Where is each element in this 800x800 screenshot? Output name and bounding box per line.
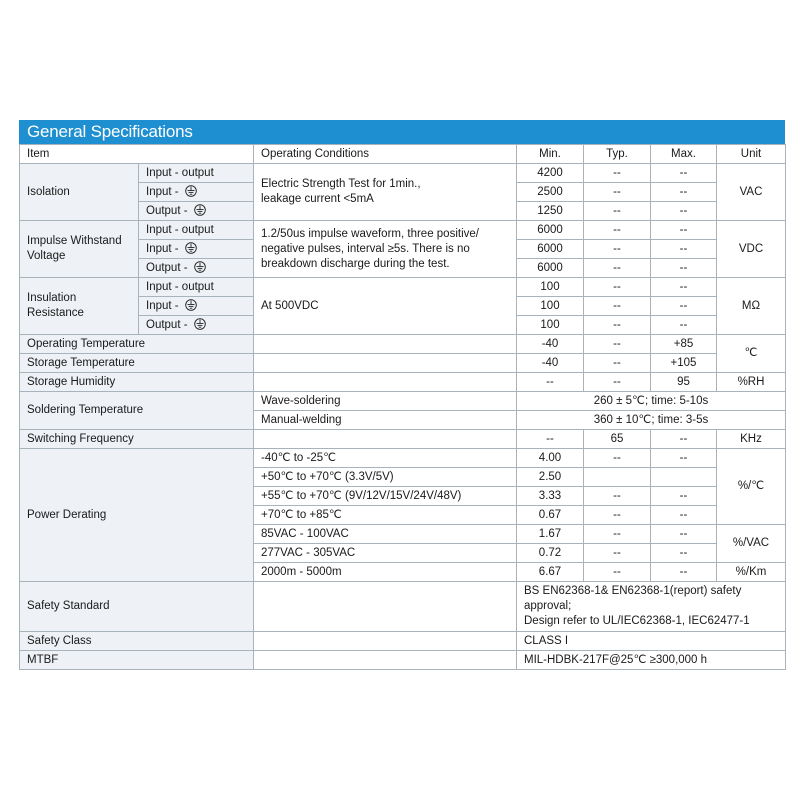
typ-value: -- [584, 316, 651, 335]
typ-value: -- [584, 240, 651, 259]
unit-value: MΩ [717, 278, 786, 335]
table-row [20, 335, 786, 354]
typ-value: -- [584, 506, 651, 525]
min-value: -40 [517, 354, 584, 373]
soldering-temperature-label: Soldering Temperature [20, 392, 254, 430]
typ-value: -- [584, 354, 651, 373]
unit-value: ℃ [717, 335, 786, 373]
unit-value: %/℃ [717, 449, 786, 525]
derating-condition: +50℃ to +70℃ (3.3V/5V) [254, 468, 517, 487]
table-row [20, 449, 786, 468]
max-value: -- [651, 240, 717, 259]
table-row [20, 221, 786, 240]
max-value: -- [651, 487, 717, 506]
min-value: 1250 [517, 202, 584, 221]
sub-item: Input - output [139, 164, 254, 183]
unit-value: VDC [717, 221, 786, 278]
min-value: 0.72 [517, 544, 584, 563]
header-max: Max. [651, 145, 717, 164]
typ-value [584, 468, 651, 487]
impulse-conditions: 1.2/50us impulse waveform, three positive/ negative pulses, interval ≥5s. There is no breakdown discharge during the test. [254, 221, 517, 278]
conditions-empty [254, 651, 517, 670]
min-value: 3.33 [517, 487, 584, 506]
unit-value: %RH [717, 373, 786, 392]
max-value: +85 [651, 335, 717, 354]
table-row [20, 430, 786, 449]
soldering-condition: Wave-soldering [254, 392, 517, 411]
max-value: -- [651, 525, 717, 544]
min-value: 6.67 [517, 563, 584, 582]
typ-value: -- [584, 525, 651, 544]
typ-value: -- [584, 259, 651, 278]
min-value: 100 [517, 297, 584, 316]
ground-icon [185, 242, 197, 254]
impulse-label: Impulse Withstand Voltage [20, 221, 139, 278]
min-value: -- [517, 373, 584, 392]
ground-icon [185, 185, 197, 197]
sub-item: Input - output [139, 221, 254, 240]
soldering-value: 360 ± 10℃; time: 3-5s [517, 411, 786, 430]
max-value: -- [651, 202, 717, 221]
max-value [651, 468, 717, 487]
safety-standard-label: Safety Standard [20, 582, 254, 632]
soldering-condition: Manual-welding [254, 411, 517, 430]
section-title: General Specifications [19, 120, 785, 144]
ground-icon [194, 204, 206, 216]
safety-class-label: Safety Class [20, 632, 254, 651]
min-value: 6000 [517, 240, 584, 259]
typ-value: -- [584, 544, 651, 563]
max-value: -- [651, 164, 717, 183]
header-conditions: Operating Conditions [254, 145, 517, 164]
sub-item: Output - [139, 259, 254, 278]
conditions-empty [254, 632, 517, 651]
mtbf-label: MTBF [20, 651, 254, 670]
typ-value: -- [584, 335, 651, 354]
header-min: Min. [517, 145, 584, 164]
min-value: 6000 [517, 259, 584, 278]
header-unit: Unit [717, 145, 786, 164]
power-derating-label: Power Derating [20, 449, 254, 582]
typ-value: -- [584, 449, 651, 468]
header-item: Item [20, 145, 254, 164]
typ-value: -- [584, 373, 651, 392]
derating-condition: -40℃ to -25℃ [254, 449, 517, 468]
table-row [20, 651, 786, 670]
min-value: 100 [517, 278, 584, 297]
safety-class-value: CLASS I [517, 632, 786, 651]
max-value: -- [651, 563, 717, 582]
max-value: -- [651, 316, 717, 335]
ground-icon [185, 299, 197, 311]
typ-value: 65 [584, 430, 651, 449]
min-value: -- [517, 430, 584, 449]
sub-item: Input - [139, 297, 254, 316]
header-row [20, 145, 786, 164]
table-row [20, 632, 786, 651]
isolation-label: Isolation [20, 164, 139, 221]
max-value: -- [651, 449, 717, 468]
table-row [20, 164, 786, 183]
conditions-empty [254, 354, 517, 373]
operating-temperature-label: Operating Temperature [20, 335, 254, 354]
min-value: -40 [517, 335, 584, 354]
max-value: -- [651, 221, 717, 240]
max-value: 95 [651, 373, 717, 392]
max-value: -- [651, 297, 717, 316]
max-value: +105 [651, 354, 717, 373]
unit-value: VAC [717, 164, 786, 221]
typ-value: -- [584, 563, 651, 582]
min-value: 100 [517, 316, 584, 335]
sub-item: Input - [139, 240, 254, 259]
general-specifications-table [19, 120, 785, 670]
typ-value: -- [584, 278, 651, 297]
table-row [20, 354, 786, 373]
soldering-value: 260 ± 5℃; time: 5-10s [517, 392, 786, 411]
ground-icon [194, 261, 206, 273]
typ-value: -- [584, 183, 651, 202]
derating-condition: +70℃ to +85℃ [254, 506, 517, 525]
sub-item: Input - [139, 183, 254, 202]
min-value: 2.50 [517, 468, 584, 487]
max-value: -- [651, 183, 717, 202]
max-value: -- [651, 278, 717, 297]
header-typ: Typ. [584, 145, 651, 164]
table-row [20, 278, 786, 297]
ground-icon [194, 318, 206, 330]
derating-condition: 2000m - 5000m [254, 563, 517, 582]
min-value: 2500 [517, 183, 584, 202]
storage-humidity-label: Storage Humidity [20, 373, 254, 392]
max-value: -- [651, 430, 717, 449]
safety-standard-value: BS EN62368-1& EN62368-1(report) safety approval; Design refer to UL/IEC62368-1, IEC62477-1 [517, 582, 786, 632]
derating-condition: +55℃ to +70℃ (9V/12V/15V/24V/48V) [254, 487, 517, 506]
spec-table [19, 144, 786, 670]
sub-item: Output - [139, 202, 254, 221]
switching-frequency-label: Switching Frequency [20, 430, 254, 449]
typ-value: -- [584, 202, 651, 221]
min-value: 4200 [517, 164, 584, 183]
min-value: 6000 [517, 221, 584, 240]
min-value: 0.67 [517, 506, 584, 525]
insulation-label: Insulation Resistance [20, 278, 139, 335]
conditions-empty [254, 582, 517, 632]
table-row [20, 582, 786, 632]
conditions-empty [254, 335, 517, 354]
mtbf-value: MIL-HDBK-217F@25℃ ≥300,000 h [517, 651, 786, 670]
max-value: -- [651, 259, 717, 278]
typ-value: -- [584, 221, 651, 240]
table-row [20, 392, 786, 411]
storage-temperature-label: Storage Temperature [20, 354, 254, 373]
conditions-empty [254, 430, 517, 449]
typ-value: -- [584, 297, 651, 316]
derating-condition: 85VAC - 100VAC [254, 525, 517, 544]
sub-item: Input - output [139, 278, 254, 297]
min-value: 4.00 [517, 449, 584, 468]
unit-value: %/Km [717, 563, 786, 582]
min-value: 1.67 [517, 525, 584, 544]
unit-value: %/VAC [717, 525, 786, 563]
max-value: -- [651, 506, 717, 525]
isolation-conditions: Electric Strength Test for 1min., leakage current <5mA [254, 164, 517, 221]
typ-value: -- [584, 164, 651, 183]
sub-item: Output - [139, 316, 254, 335]
insulation-conditions: At 500VDC [254, 278, 517, 335]
unit-value: KHz [717, 430, 786, 449]
derating-condition: 277VAC - 305VAC [254, 544, 517, 563]
typ-value: -- [584, 487, 651, 506]
conditions-empty [254, 373, 517, 392]
max-value: -- [651, 544, 717, 563]
table-row [20, 373, 786, 392]
